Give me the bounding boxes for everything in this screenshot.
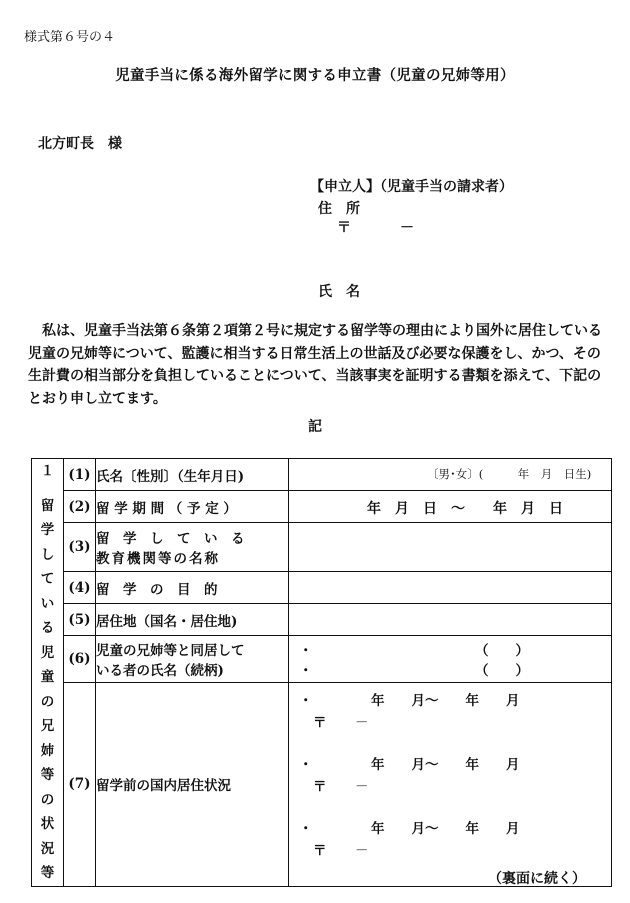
postal-dash: － xyxy=(355,779,369,796)
row-value-period[interactable] xyxy=(289,491,612,523)
row-value-name[interactable] xyxy=(289,459,612,491)
postal-dash: － xyxy=(400,220,414,236)
row-num: (3) xyxy=(64,523,96,572)
row-num: (2) xyxy=(64,491,96,523)
period-value: 年 月 日 ～ 年 月 日 xyxy=(367,501,563,518)
postal-dash: － xyxy=(355,843,369,860)
bullet: ・ xyxy=(299,757,313,774)
vertical-char: 状 xyxy=(40,816,55,832)
status-table xyxy=(31,458,612,887)
row-num: (7) xyxy=(64,683,96,886)
vertical-char: て xyxy=(40,571,55,587)
row-num: (1) xyxy=(64,459,96,491)
vertical-char: 等 xyxy=(40,767,55,783)
address-label: 住 所 xyxy=(318,201,360,217)
gender-birthdate: 〔男･女〕( 年 月 日生) xyxy=(427,467,592,481)
postal-dash: － xyxy=(355,715,369,732)
relationship-paren: （ ） xyxy=(475,663,529,680)
row-label-prior-residence: 留学前の国内居住状況 xyxy=(96,683,289,886)
vertical-char: 況 xyxy=(40,840,55,857)
residence-period: 年 月～ 年 月 xyxy=(371,693,520,710)
row-value-residence[interactable] xyxy=(289,604,612,636)
bullet: ・ xyxy=(299,821,313,838)
statement-text: 私は、児童手当法第６条第２項第２号に規定する留学等の理由により国外に居住している児童の兄姉等について、監護に相当する日常生活上の世話及び必要な保護をし、かつ、その生計費の相当部分を負担していることについて、当該事実を証明する書類を添えて、下記のとおり申し立てます。 xyxy=(28,323,602,407)
document-title: 児童手当に係る海外留学に関する申立書（児童の兄姉等用） xyxy=(115,67,515,84)
vertical-char: 児 xyxy=(40,644,55,661)
ki-heading: 記 xyxy=(308,419,322,435)
vertical-char: の xyxy=(40,791,55,808)
residence-period: 年 月～ 年 月 xyxy=(371,757,520,774)
vertical-char: 兄 xyxy=(40,718,55,734)
postal-mark: 〒 xyxy=(313,843,327,860)
section-number: １ xyxy=(40,463,55,479)
row-label-residence: 居住地（国名・居住地) xyxy=(96,604,289,636)
vertical-char: い xyxy=(40,595,55,612)
section-vertical-label xyxy=(32,494,63,886)
postal-mark: 〒 xyxy=(337,220,351,236)
label-line: いる者の氏名（続柄) xyxy=(96,663,224,680)
label-line: 教育機関等の名称 xyxy=(96,551,220,568)
row-value-purpose[interactable] xyxy=(289,572,612,604)
label-line: 児童の兄姉等と同居して xyxy=(96,643,245,660)
residence-period: 年 月～ 年 月 xyxy=(371,821,520,838)
bullet: ・ xyxy=(299,663,313,680)
postal-mark: 〒 xyxy=(313,715,327,732)
row-num: (4) xyxy=(64,572,96,604)
vertical-char: 留 xyxy=(40,497,55,514)
row-label-purpose: 留 学 の 目 的 xyxy=(96,572,289,604)
vertical-char: る xyxy=(40,620,55,636)
vertical-char: の xyxy=(40,693,55,710)
vertical-char: 等 xyxy=(40,865,55,881)
row-value-school[interactable] xyxy=(289,523,612,572)
bullet: ・ xyxy=(299,643,313,660)
name-label: 氏 名 xyxy=(318,284,360,300)
row-value-prior-residence[interactable] xyxy=(289,683,612,886)
recipient: 北方町長 様 xyxy=(38,136,122,152)
applicant-heading: 【申立人】（児童手当の請求者） xyxy=(310,179,513,195)
relationship-paren: （ ） xyxy=(475,643,529,660)
section-label xyxy=(32,459,64,887)
postal-mark: 〒 xyxy=(313,779,327,796)
vertical-char: 学 xyxy=(40,522,55,538)
continue-note: （裏面に続く） xyxy=(488,871,586,887)
form-number: 様式第６号の４ xyxy=(24,30,116,45)
bullet: ・ xyxy=(299,693,313,710)
row-label-cohabitant xyxy=(96,636,289,683)
label-line: 留 学 し て い る xyxy=(96,531,245,548)
vertical-char: し xyxy=(40,546,55,563)
row-label-period: 留 学 期 間 （ 予 定 ） xyxy=(96,491,289,523)
row-num: (5) xyxy=(64,604,96,636)
row-value-cohabitant[interactable] xyxy=(289,636,612,683)
vertical-char: 姉 xyxy=(40,742,55,759)
vertical-char: 童 xyxy=(40,669,55,685)
row-label-school xyxy=(96,523,289,572)
row-num: (6) xyxy=(64,636,96,683)
row-label-name: 氏名〔性別〕（生年月日) xyxy=(96,459,289,491)
